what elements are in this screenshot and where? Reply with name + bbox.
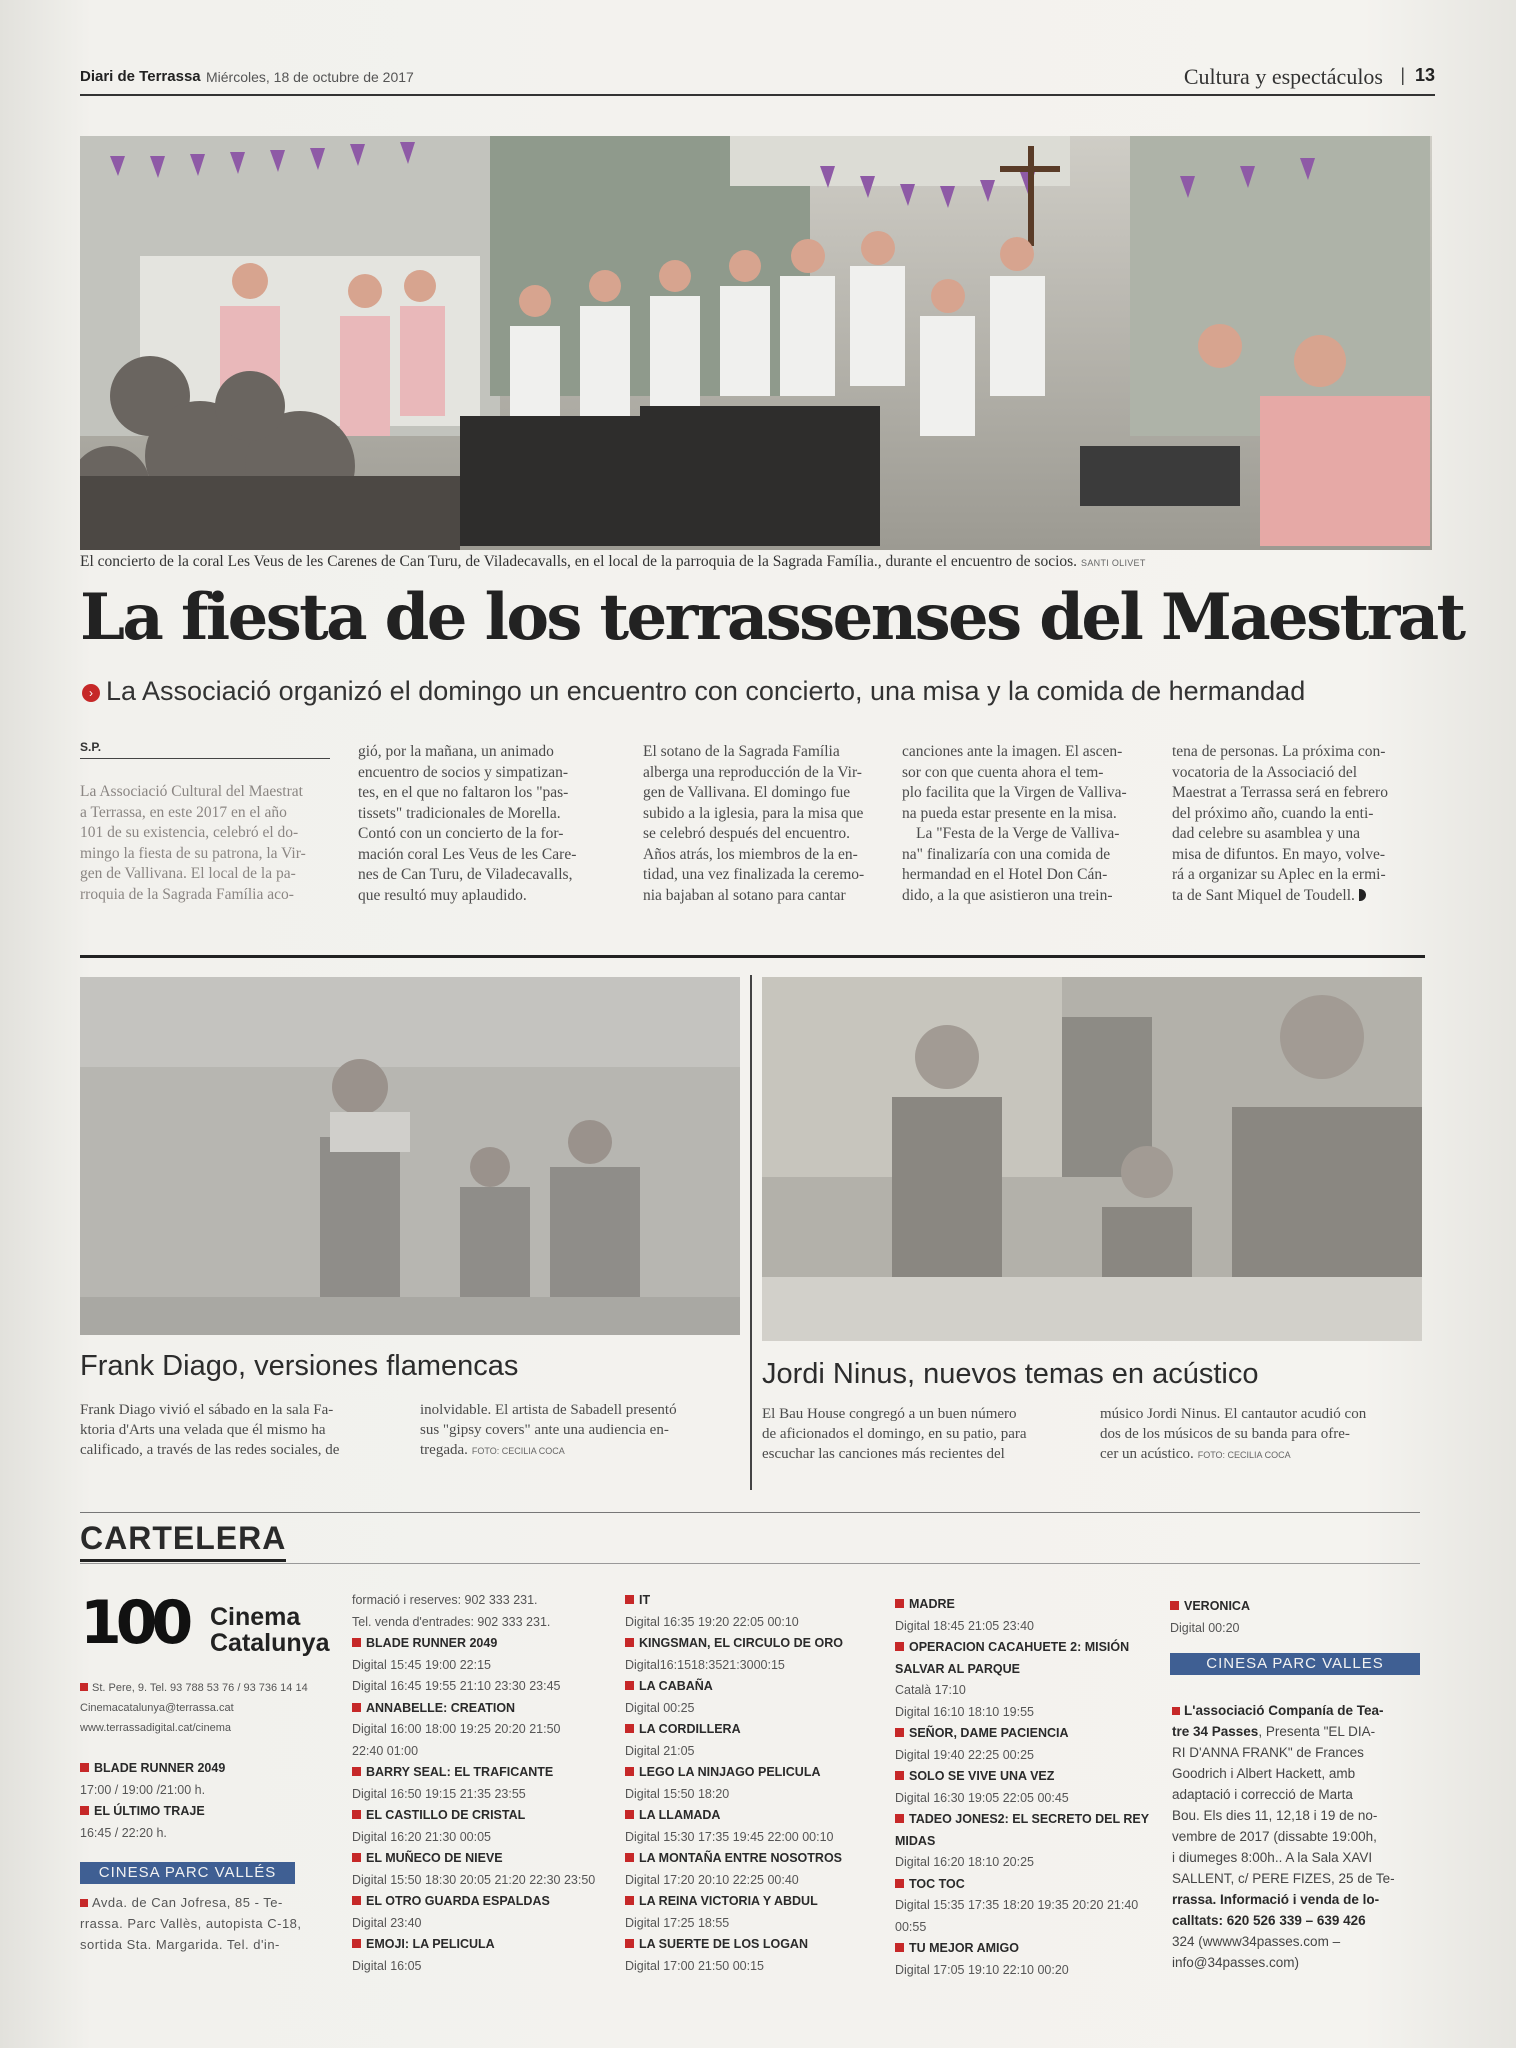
cinesa-info-line: formació i reserves: 902 333 231.	[352, 1593, 538, 1607]
film-times: Digital 16:10 18:10 19:55	[895, 1704, 1034, 1719]
film-times: Digital 15:35 17:35 18:20 19:35 20:20 21:40	[895, 1898, 1139, 1912]
square-bullet-icon	[80, 1899, 88, 1907]
film-title: LA LLAMADA	[625, 1805, 890, 1827]
spacer	[80, 1738, 340, 1758]
film-times: Digital 16:20 18:10 20:25	[895, 1855, 1034, 1869]
story-last-line: cer un acústico.	[1100, 1446, 1194, 1462]
article-line: La "Festa de la Verge de Valliva-	[916, 825, 1120, 842]
main-subhead	[82, 676, 1442, 707]
film-title: LA CORDILLERA	[625, 1719, 890, 1741]
announcement-text: 324 (wwww34passes.com –	[1172, 1934, 1341, 1949]
film-title-continued: MIDAS	[895, 1833, 936, 1848]
film-times: Digital 15:30 17:35 19:45 22:00 00:10	[625, 1829, 834, 1844]
theatre-announcement	[1172, 1700, 1422, 1973]
cinema-address: St. Pere, 9. Tel. 93 788 53 76 / 93 736 14 14	[92, 1682, 308, 1694]
page-number: 13	[1414, 65, 1435, 85]
story-line: Frank Diago vivió el sábado en la sala Fa-	[80, 1402, 334, 1418]
subhead-text: La Associació organizó el domingo un encuentro con concierto, una misa y la comida de hermandad	[106, 676, 1306, 706]
film-times: Digital 15:45 19:00 22:15	[352, 1657, 491, 1672]
cinesa-header-bar: CINESA PARC VALLES	[1170, 1653, 1420, 1675]
main-headline: La fiesta de los terrassenses del Maestrat	[80, 580, 1464, 655]
article-column-1	[80, 782, 335, 905]
article-line: mingo la fiesta de su patrona, la Vir-	[80, 844, 306, 862]
film-times: Digital 21:05	[625, 1743, 695, 1758]
story-line	[1100, 1444, 1430, 1465]
article-column-2	[358, 742, 613, 906]
film-title: SEÑOR, DAME PACIENCIA	[895, 1723, 1165, 1745]
article-line: Contó con un concierto de la for-	[358, 825, 564, 842]
cartelera-column-5	[1170, 1596, 1425, 1675]
story-line: inolvidable. El artista de Sabadell presentó	[420, 1402, 677, 1418]
cartelera-column-4	[895, 1594, 1165, 1981]
article-line: La Associació Cultural del Maestrat	[80, 783, 303, 800]
article-column-3	[643, 742, 898, 906]
film-times: Digital 17:00 21:50 00:15	[625, 1958, 764, 1973]
announcement-text: Bou. Els dies 11, 12,18 i 19 de no-	[1172, 1808, 1378, 1823]
article-line: tena de personas. La próxima con-	[1172, 743, 1386, 760]
announcement-text: vembre de 2017 (dissabte 19:00h,	[1172, 1829, 1377, 1844]
byline: S.P.	[80, 740, 330, 759]
article-line: na pueda estar presente en la misa.	[902, 804, 1117, 822]
frank-diago-photo	[80, 977, 740, 1335]
article-line: nia bajaban al sotano para cantar	[643, 886, 846, 904]
film-times: 17:00 / 19:00 /21:00 h.	[80, 1782, 206, 1797]
article-line: gió, por la mañana, un animado	[358, 743, 554, 760]
article-line: subido a la iglesia, para la misa que	[643, 804, 864, 822]
film-title: LEGO LA NINJAGO PELICULA	[625, 1762, 890, 1784]
film-title: EL OTRO GUARDA ESPALDAS	[352, 1891, 612, 1913]
film-times: Digital 15:50 18:20	[625, 1786, 730, 1801]
film-times: Digital 16:30 19:05 22:05 00:45	[895, 1790, 1069, 1805]
film-times: Digital 16:05	[352, 1958, 422, 1973]
film-times: Digital 17:20 20:10 22:25 00:40	[625, 1872, 799, 1887]
announcement-text: i diumeges 8:00h.. A la Sala XAVI	[1172, 1850, 1373, 1865]
article-line: nes de Can Turu, de Viladecavalls,	[358, 866, 573, 883]
article-line: 101 de su existencia, celebró el do-	[80, 824, 299, 841]
film-times: Digital 16:00 18:00 19:25 20:20 21:50	[352, 1722, 561, 1736]
article-line: tes, en el que no faltaron los "pas-	[358, 784, 569, 801]
film-title: LA MONTAÑA ENTRE NOSOTROS	[625, 1848, 890, 1870]
film-title: TU MEJOR AMIGO	[895, 1938, 1165, 1960]
film-title: IT	[625, 1590, 890, 1612]
film-times: Digital 23:40	[352, 1915, 422, 1930]
cinesa-address-line	[80, 1892, 340, 1913]
film-title: EL MUÑECO DE NIEVE	[352, 1848, 612, 1870]
spacer	[80, 1884, 340, 1892]
article-line: dido, a la que asistieron una trein-	[902, 886, 1113, 904]
film-title: TADEO JONES2: EL SECRETO DEL REY	[895, 1809, 1165, 1831]
cinema-contact	[80, 1676, 340, 1698]
article-line: plo facilita que la Virgen de Valliva-	[902, 784, 1127, 801]
article-last-line: ta de Sant Miquel de Toudell.	[1172, 886, 1355, 904]
cinema-website: www.terrassadigital.cat/cinema	[80, 1722, 232, 1734]
article-line	[1172, 886, 1427, 907]
article-line: dad celebre su asamblea y una	[1172, 825, 1361, 842]
cartelera-title: CARTELERA	[80, 1520, 286, 1562]
film-times: Digital 19:40 22:25 00:25	[895, 1747, 1034, 1762]
story-last-line: tregada.	[420, 1442, 468, 1458]
cinesa-header-bar: CINESA PARC VALLÉS	[80, 1862, 295, 1884]
square-bullet-icon	[1172, 1707, 1180, 1715]
logo-name-line: Catalunya	[210, 1629, 330, 1657]
article-column-4	[902, 742, 1152, 906]
film-times: Digital 15:50 18:30 20:05 21:20 22:30 23:50	[352, 1872, 596, 1887]
film-times: 22:40 01:00	[352, 1743, 419, 1758]
column-divider	[750, 975, 752, 1490]
film-times: Digital 00:20	[1170, 1620, 1240, 1635]
chevron-right-icon: ›	[82, 684, 100, 702]
announcement-text: SALLENT, c/ PERE FIZES, 25 de Te-	[1172, 1871, 1395, 1886]
frank-diago-text-2	[420, 1400, 750, 1461]
film-times: Digital 00:25	[625, 1700, 695, 1715]
cinesa-address-line: rrassa. Parc Vallès, autopista C-18,	[80, 1916, 302, 1931]
spacer	[1170, 1639, 1425, 1653]
photo-credit: FOTO: CECILIA COCA	[1197, 1450, 1291, 1460]
announcement-text: rrassa. Informació i venda de lo-	[1172, 1892, 1380, 1907]
jordi-ninus-photo	[762, 977, 1422, 1341]
issue-date: Miércoles, 18 de octubre de 2017	[206, 69, 414, 85]
film-times: Digital 16:35 19:20 22:05 00:10	[625, 1614, 799, 1629]
photo-credit: SANTI OLIVET	[1081, 558, 1146, 568]
article-line: tissets" tradicionales de Morella.	[358, 804, 561, 822]
cartelera-column-2	[352, 1590, 612, 1977]
film-title: VERONICA	[1170, 1596, 1425, 1618]
photo-credit: FOTO: CECILIA COCA	[471, 1446, 565, 1456]
cartelera-column-1	[80, 1676, 340, 1955]
logo-number: 100	[80, 1588, 188, 1658]
article-line: tidad, una vez finalizada la ceremo-	[643, 866, 865, 883]
cinema-email: Cinemacatalunya@terrassa.cat	[80, 1702, 234, 1714]
story-line: de aficionados el domingo, en su patio, para	[762, 1426, 1027, 1442]
article-line: a Terrassa, en este 2017 en el año	[80, 803, 287, 821]
article-column-5	[1172, 742, 1427, 906]
article-line: alberga una reproducción de la Vir-	[643, 763, 862, 781]
cinesa-address-line: sortida Sta. Margarida. Tel. d'in-	[80, 1937, 280, 1952]
cartelera-rule	[80, 1563, 1420, 1564]
article-line: que resultó muy aplaudido.	[358, 886, 527, 904]
article-line: sor con que cuenta ahora el tem-	[902, 763, 1104, 781]
section-name: Cultura y espectáculos	[1183, 64, 1383, 89]
film-title: EL CASTILLO DE CRISTAL	[352, 1805, 612, 1827]
article-line: gen de Vallivana. El local de la pa-	[80, 865, 296, 882]
article-line: na" finalizaría con una comida de	[902, 845, 1111, 863]
film-title: MADRE	[895, 1594, 1165, 1616]
cinesa-info-line: Tel. venda d'entrades: 902 333 231.	[352, 1614, 551, 1629]
spacer	[80, 1844, 340, 1862]
logo-name-line: Cinema	[210, 1603, 301, 1631]
jordi-ninus-text-2	[1100, 1404, 1430, 1465]
jordi-ninus-headline: Jordi Ninus, nuevos temas en acústico	[762, 1358, 1259, 1390]
story-line: dos de los músicos de su banda para ofre-	[1100, 1426, 1350, 1442]
caption-text: El concierto de la coral Les Veus de les Carenes de Can Turu, de Viladecavalls, en el local de la parroquia de la Sagrada Família., durante el encuentro de socios.	[80, 553, 1078, 570]
film-times: 16:45 / 22:20 h.	[80, 1825, 167, 1840]
film-title: LA CABAÑA	[625, 1676, 890, 1698]
page-header	[80, 66, 1435, 96]
story-line: ktoria d'Arts una velada que él mismo ha	[80, 1422, 326, 1438]
article-line: del próximo año, cuando la enti-	[1172, 804, 1374, 822]
film-title: TOC TOC	[895, 1874, 1165, 1896]
photo-caption	[80, 553, 1432, 571]
article-line: vocatoria de la Associació del	[1172, 763, 1358, 781]
film-title: BLADE RUNNER 2049	[80, 1758, 340, 1780]
announcement-text: adaptació i correcció de Marta	[1172, 1787, 1353, 1802]
end-of-article-icon	[1359, 889, 1366, 901]
film-title: EMOJI: LA PELICULA	[352, 1934, 612, 1956]
story-line: calificado, a través de las redes sociales, de	[80, 1442, 340, 1458]
story-line: sus "gipsy covers" ante una audiencia en-	[420, 1422, 669, 1438]
announcement-text: info@34passes.com)	[1172, 1955, 1300, 1970]
film-title-continued: SALVAR AL PARQUE	[895, 1661, 1021, 1676]
article-line: El sotano de la Sagrada Família	[643, 743, 840, 760]
film-times: Català 17:10	[895, 1683, 966, 1697]
film-times: Digital 16:50 19:15 21:35 23:55	[352, 1786, 526, 1801]
announcement-text: , Presenta "EL DIA-	[1258, 1724, 1376, 1739]
story-line: músico Jordi Ninus. El cantautor acudió con	[1100, 1406, 1367, 1422]
film-times: Digital 18:45 21:05 23:40	[895, 1618, 1034, 1633]
film-times: Digital 17:25 18:55	[625, 1915, 730, 1930]
film-title: OPERACION CACAHUETE 2: MISIÓN	[895, 1637, 1165, 1659]
announcement-text: Goodrich i Albert Hackett, amb	[1172, 1766, 1356, 1781]
article-line: hermandad en el Hotel Don Cán-	[902, 866, 1108, 883]
story-line	[420, 1440, 750, 1461]
article-line: encuentro de socios y simpatizan-	[358, 763, 569, 781]
announcement-text: calltats: 620 526 339 – 639 426	[1172, 1913, 1366, 1928]
film-times: Digital 17:05 19:10 22:10 00:20	[895, 1962, 1069, 1977]
film-times: Digital 16:20 21:30 00:05	[352, 1829, 491, 1844]
address-marker	[80, 1679, 92, 1694]
article-line: Años atrás, los miembros de la en-	[643, 845, 858, 863]
announcement-text: L'associació Companía de Tea-	[1184, 1703, 1384, 1718]
cartelera-column-3	[625, 1590, 890, 1977]
frank-diago-text-1	[80, 1400, 410, 1460]
film-title: LA SUERTE DE LOS LOGAN	[625, 1934, 890, 1956]
newspaper-brand: Diari de Terrassa	[80, 68, 201, 85]
article-line: gen de Vallivana. El domingo fue	[643, 784, 851, 801]
cinema-catalunya-logo	[80, 1588, 330, 1672]
film-times: 00:55	[895, 1919, 927, 1934]
logo-name	[210, 1604, 329, 1656]
cinesa-address-text: Avda. de Can Jofresa, 85 - Te-	[92, 1895, 283, 1910]
article-line: canciones ante la imagen. El ascen-	[902, 743, 1123, 760]
film-title: BARRY SEAL: EL TRAFICANTE	[352, 1762, 612, 1784]
film-times: Digital 16:45 19:55 21:10 23:30 23:45	[352, 1679, 561, 1693]
article-line: rroquia de la Sagrada Família aco-	[80, 885, 294, 903]
film-title: KINGSMAN, EL CIRCULO DE ORO	[625, 1633, 890, 1655]
article-line: se celebró después del encuentro.	[643, 825, 851, 842]
section-rule	[80, 955, 1425, 958]
header-separator: |	[1400, 65, 1405, 85]
announcement-text: tre 34 Passes	[1172, 1724, 1259, 1739]
article-line: Maestrat a Terrassa será en febrero	[1172, 784, 1388, 801]
article-line: rá a organizar su Aplec en la ermi-	[1172, 866, 1386, 883]
jordi-ninus-text-1	[762, 1404, 1092, 1464]
story-line: El Bau House congregó a un buen número	[762, 1406, 1017, 1422]
square-bullet-icon	[80, 1683, 88, 1691]
film-times: Digital16:1518:3521:3000:15	[625, 1657, 785, 1672]
announcement-text: RI D'ANNA FRANK" de Frances	[1172, 1745, 1364, 1760]
section-rule	[80, 1512, 1420, 1513]
film-title: BLADE RUNNER 2049	[352, 1633, 612, 1655]
film-title: ANNABELLE: CREATION	[352, 1698, 612, 1720]
frank-diago-headline: Frank Diago, versiones flamencas	[80, 1350, 519, 1382]
choir-photo	[80, 136, 1432, 550]
article-line: mación coral Les Veus de les Care-	[358, 845, 577, 863]
film-title: LA REINA VICTORIA Y ABDUL	[625, 1891, 890, 1913]
film-title: SOLO SE VIVE UNA VEZ	[895, 1766, 1165, 1788]
article-line: misa de difuntos. En mayo, volve-	[1172, 845, 1386, 863]
story-line: escuchar las canciones más recientes del	[762, 1446, 1005, 1462]
film-title: EL ÚLTIMO TRAJE	[80, 1801, 340, 1823]
